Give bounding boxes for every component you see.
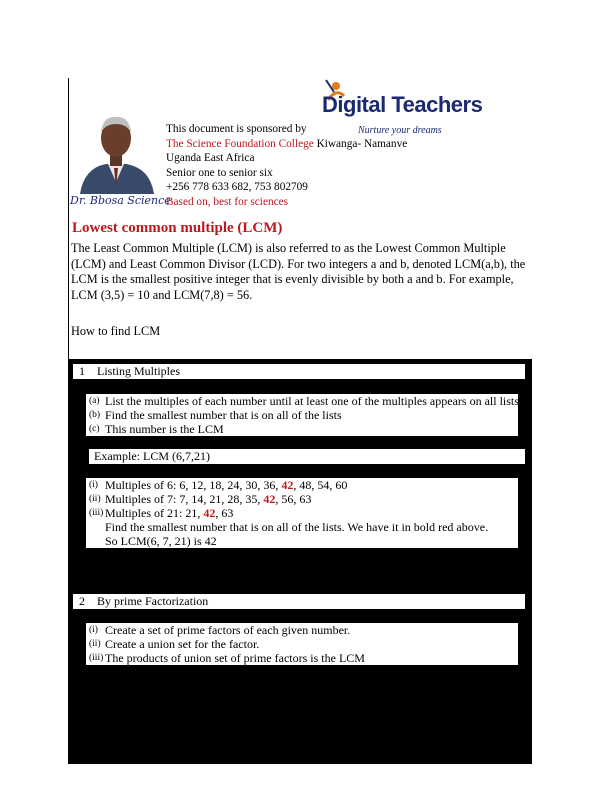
list-item: (i) Create a set of prime factors of each given number. xyxy=(89,623,351,637)
sponsor-line: Senior one to senior six xyxy=(166,166,273,179)
list-item: (iii) Multiples of 21: 21, 42, 63 xyxy=(89,506,234,520)
list-item: (b) Find the smallest number that is on all of the lists xyxy=(89,408,342,422)
list-item: (a) List the multiples of each number until at least one of the multiples appears on all lists xyxy=(89,394,519,408)
conclusion-answer: So LCM(6, 7, 21) is 42 xyxy=(105,534,217,548)
method-1-heading: 1 Listing Multiples xyxy=(73,364,525,379)
sponsor-line: Uganda East Africa xyxy=(166,152,255,165)
example-label: Example: LCM (6,7,21) xyxy=(89,449,525,464)
method-2-steps xyxy=(86,623,518,665)
intro-paragraph: The Least Common Multiple (LCM) is also referred to as the Lowest Common Multiple (LCM) and Least Common Divisor (LCD). For two integers a and b, denoted LCM(a,b), the LCM is the smallest positive integer that is evenly divisible by both a and b. For example, LCM (3,5) = 10 and LCM(7,8) = 56. xyxy=(71,241,526,302)
list-item: (iii) The products of union set of prime factors is the LCM xyxy=(89,651,365,665)
logo-title: Digital Teachers xyxy=(322,92,483,117)
sponsor-line: +256 778 633 682, 753 802709 xyxy=(166,181,308,194)
section-heading: How to find LCM xyxy=(71,324,161,338)
example-working xyxy=(86,478,518,548)
method-2-heading: 2 By prime Factorization xyxy=(73,594,525,609)
list-item: (c) This number is the LCM xyxy=(89,422,224,436)
conclusion-text: Find the smallest number that is on all of the lists. We have it in bold red above. xyxy=(105,520,489,534)
page-title: Lowest common multiple (LCM) xyxy=(72,220,283,236)
sponsor-line: This document is sponsored by xyxy=(166,123,307,135)
author-photo xyxy=(70,112,162,194)
method-1-steps xyxy=(86,394,518,436)
list-item: (i) Multiples of 6: 6, 12, 18, 24, 30, 36, 42, 48, 54, 60 xyxy=(89,478,348,492)
photo-caption: Dr. Bbosa Science xyxy=(70,194,171,207)
logo-tagline: Nurture your dreams xyxy=(358,125,442,136)
list-item: (ii) Multiples of 7: 7, 14, 21, 28, 35, 42, 56, 63 xyxy=(89,492,312,506)
list-item: (ii) Create a union set for the factor. xyxy=(89,637,260,651)
sponsor-line: Based on, best for sciences xyxy=(166,195,289,208)
sponsor-line: The Science Foundation College Kiwanga- Namanve xyxy=(166,137,408,150)
